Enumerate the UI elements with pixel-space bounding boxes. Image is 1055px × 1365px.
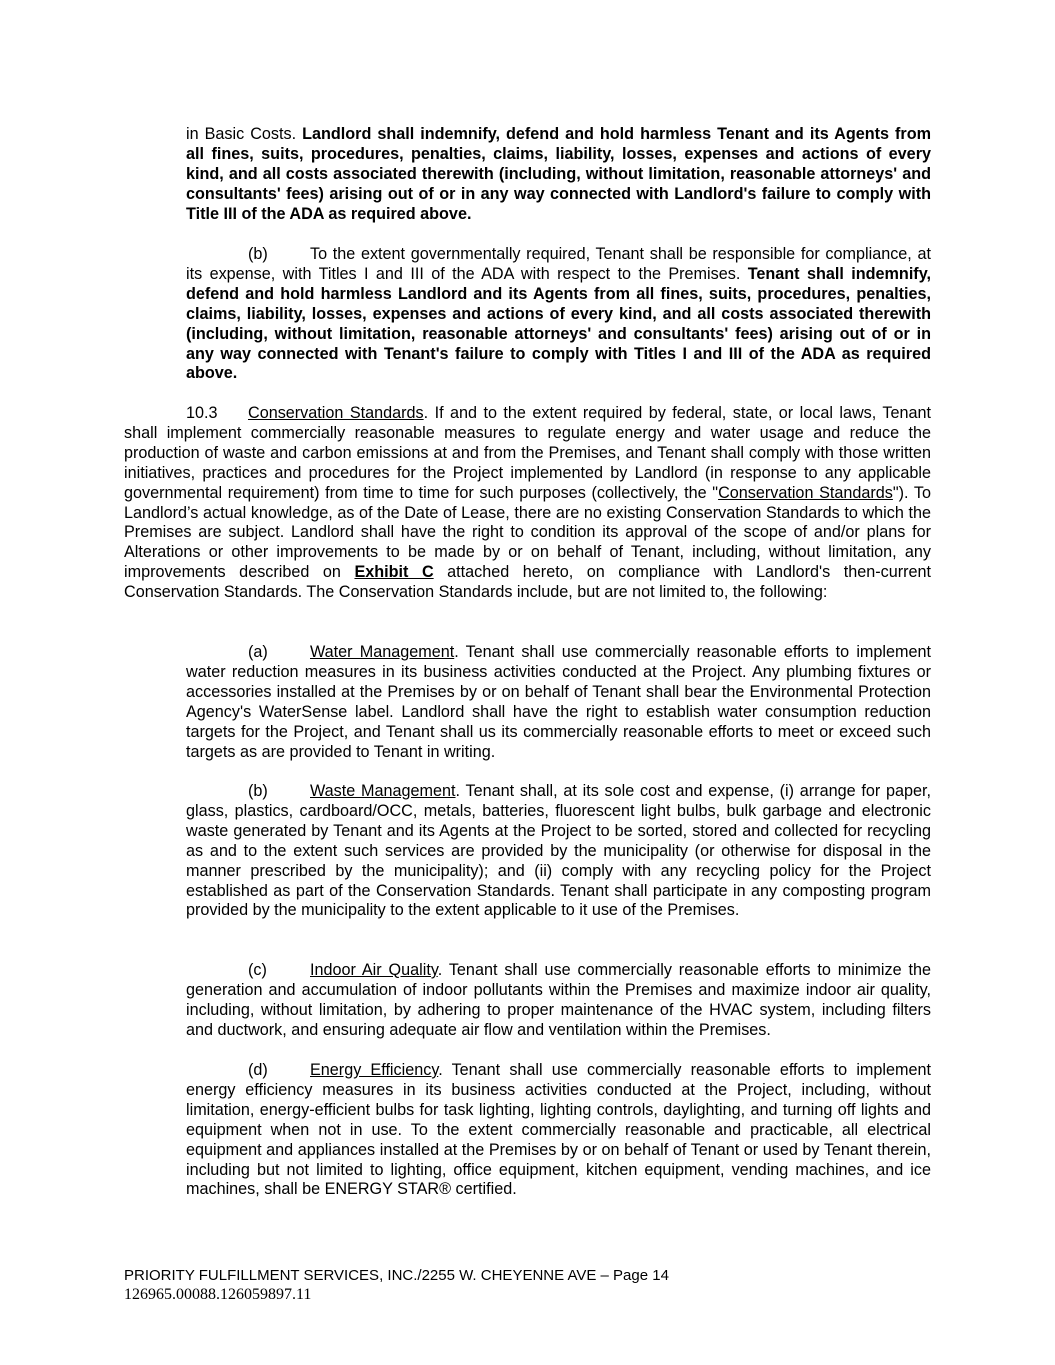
subsection-text: . Tenant shall use commercially reasonable efforts to implement energy efficiency measures in its business activities conducted at the Project, including, without limitation, energy-efficient bulbs for task lighting, lighting controls, daylighting, and turning off lights and equipment when not in use. To the extent commercially reasonable and practicable, all electrical equipment and appliances installed at the Premises by or on behalf of Tenant or used by Tenant therein, including but not limited to lighting, office equipment, kitchen equipment, vending machines, and ice machines, shall be ENERGY STAR® certified. xyxy=(186,1061,931,1199)
page-footer: PRIORITY FULFILLMENT SERVICES, INC./2255 W. CHEYENNE AVE – Page 14 xyxy=(124,1267,669,1284)
subsection-c-indoor-air-quality xyxy=(186,961,931,1041)
document-id: 126965.00088.126059897.11 xyxy=(124,1286,312,1303)
section-body-text-2: "). To Landlord’s actual knowledge, as of the Date of Lease, there are no existing Conservation Standards to which the Premises are subject. Landlord shall have the right to condition its approval of the scope of and/or plans for Alterations or other improvements to be made by or on behalf of Tenant, including, without limitation, any improvements described on xyxy=(124,483,932,582)
clause-label-a: (a) xyxy=(248,643,268,661)
section-number: 10.3 xyxy=(186,404,218,422)
paragraph-landlord-indemnity xyxy=(186,125,931,225)
clause-label-b: (b) xyxy=(248,782,268,800)
section-body-text-3: attached hereto, on compliance with Landlord's then-current Conservation Standards. The Conservation Standards include, but are not limited to, the following: xyxy=(124,563,931,602)
clause-label-c: (c) xyxy=(248,961,267,979)
subsection-b-waste-management xyxy=(186,782,931,921)
clause-label-d: (d) xyxy=(248,1061,268,1079)
subsection-text: . Tenant shall, at its sole cost and expense, (i) arrange for paper, glass, plastics, cardboard/OCC, metals, batteries, fluorescent light bulbs, bulk garbage and electronic waste generated by Tenant and its Agents at the Project to be sorted, stored and collected for recycling as and to the extent such services are provided by the municipality (or otherwise for disposal in the manner prescribed by the municipality); and (ii) comply with any recycling policy for the Project established as part of the Conservation Standards. Tenant shall participate in any composting program provided by the municipality to the extent applicable to it use of the Premises. xyxy=(186,782,931,920)
section-body-text-1: . If and to the extent required by federal, state, or local laws, Tenant shall implement commercially reasonable measures to regulate energy and water usage and reduce the production of waste and carbon emissions at and from the Premises, and Tenant shall comply with those written initiatives, practices and procedures for the Project implemented by Landlord (in response to any applicable governmental requirement) from time to time for such purposes (collectively, the " xyxy=(124,404,931,502)
defined-term: Conservation Standards xyxy=(718,483,893,502)
subsection-heading: Waste Management xyxy=(310,782,456,800)
subsection-heading: Indoor Air Quality xyxy=(310,961,438,979)
subsection-heading: Energy Efficiency xyxy=(310,1061,439,1079)
clause-label-b: (b) xyxy=(248,245,268,263)
section-heading: Conservation Standards xyxy=(248,404,424,422)
subsection-a-water-management xyxy=(186,643,931,762)
paragraph-b-tenant-compliance xyxy=(186,245,931,384)
landlord-indemnity-clause: Landlord shall indemnify, defend and hold harmless Tenant and its Agents from all fines, suits, procedures, penalties, claims, liability, losses, expenses and actions of every kind, and all costs associated therewith (including, without limitation, reasonable attorneys' and consultants' fees) arising out of or in any way connected with Landlord's failure to comply with Title III of the ADA as required above. xyxy=(186,125,931,223)
tenant-indemnity-clause: Tenant shall indemnify, defend and hold harmless Landlord and its Agents from all fines, suits, procedures, penalties, claims, liability, losses, expenses and actions of every kind, and all costs associated therewith (including, without limitation, reasonable attorneys' and consultants' fees) arising out of or in any way connected with Tenant's failure to comply with Titles I and III of the ADA as required above. xyxy=(186,264,931,383)
subsection-text: . Tenant shall use commercially reasonable efforts to implement water reduction measures in its business activities conducted at the Project. Any plumbing fixtures or accessories installed at the Premises by or on behalf of Tenant shall bear the Environmental Protection Agency's WaterSense label. Landlord shall have the right to establish water consumption reduction targets for the Project, and Tenant shall us its commercially reasonable efforts to meet or exceed such targets as are provided to Tenant in writing. xyxy=(186,643,931,761)
subsection-text: . Tenant shall use commercially reasonable efforts to minimize the generation and accumulation of indoor pollutants within the Premises and maximize indoor air quality, including, without limitation, by adhering to proper maintenance of the HVAC system, including filters and ductwork, and ensuring adequate air flow and ventilation within the Premises. xyxy=(186,961,931,1039)
subsection-heading: Water Management xyxy=(310,643,455,661)
exhibit-reference: Exhibit C xyxy=(354,563,434,582)
section-10-3-conservation-standards xyxy=(124,404,931,603)
paragraph-lead-text: in Basic Costs. xyxy=(186,125,303,143)
subsection-d-energy-efficiency xyxy=(186,1061,931,1200)
tenant-compliance-text: To the extent governmentally required, Tenant shall be responsible for compliance, at its expense, with Titles I and III of the ADA with respect to the Premises. xyxy=(186,245,931,283)
